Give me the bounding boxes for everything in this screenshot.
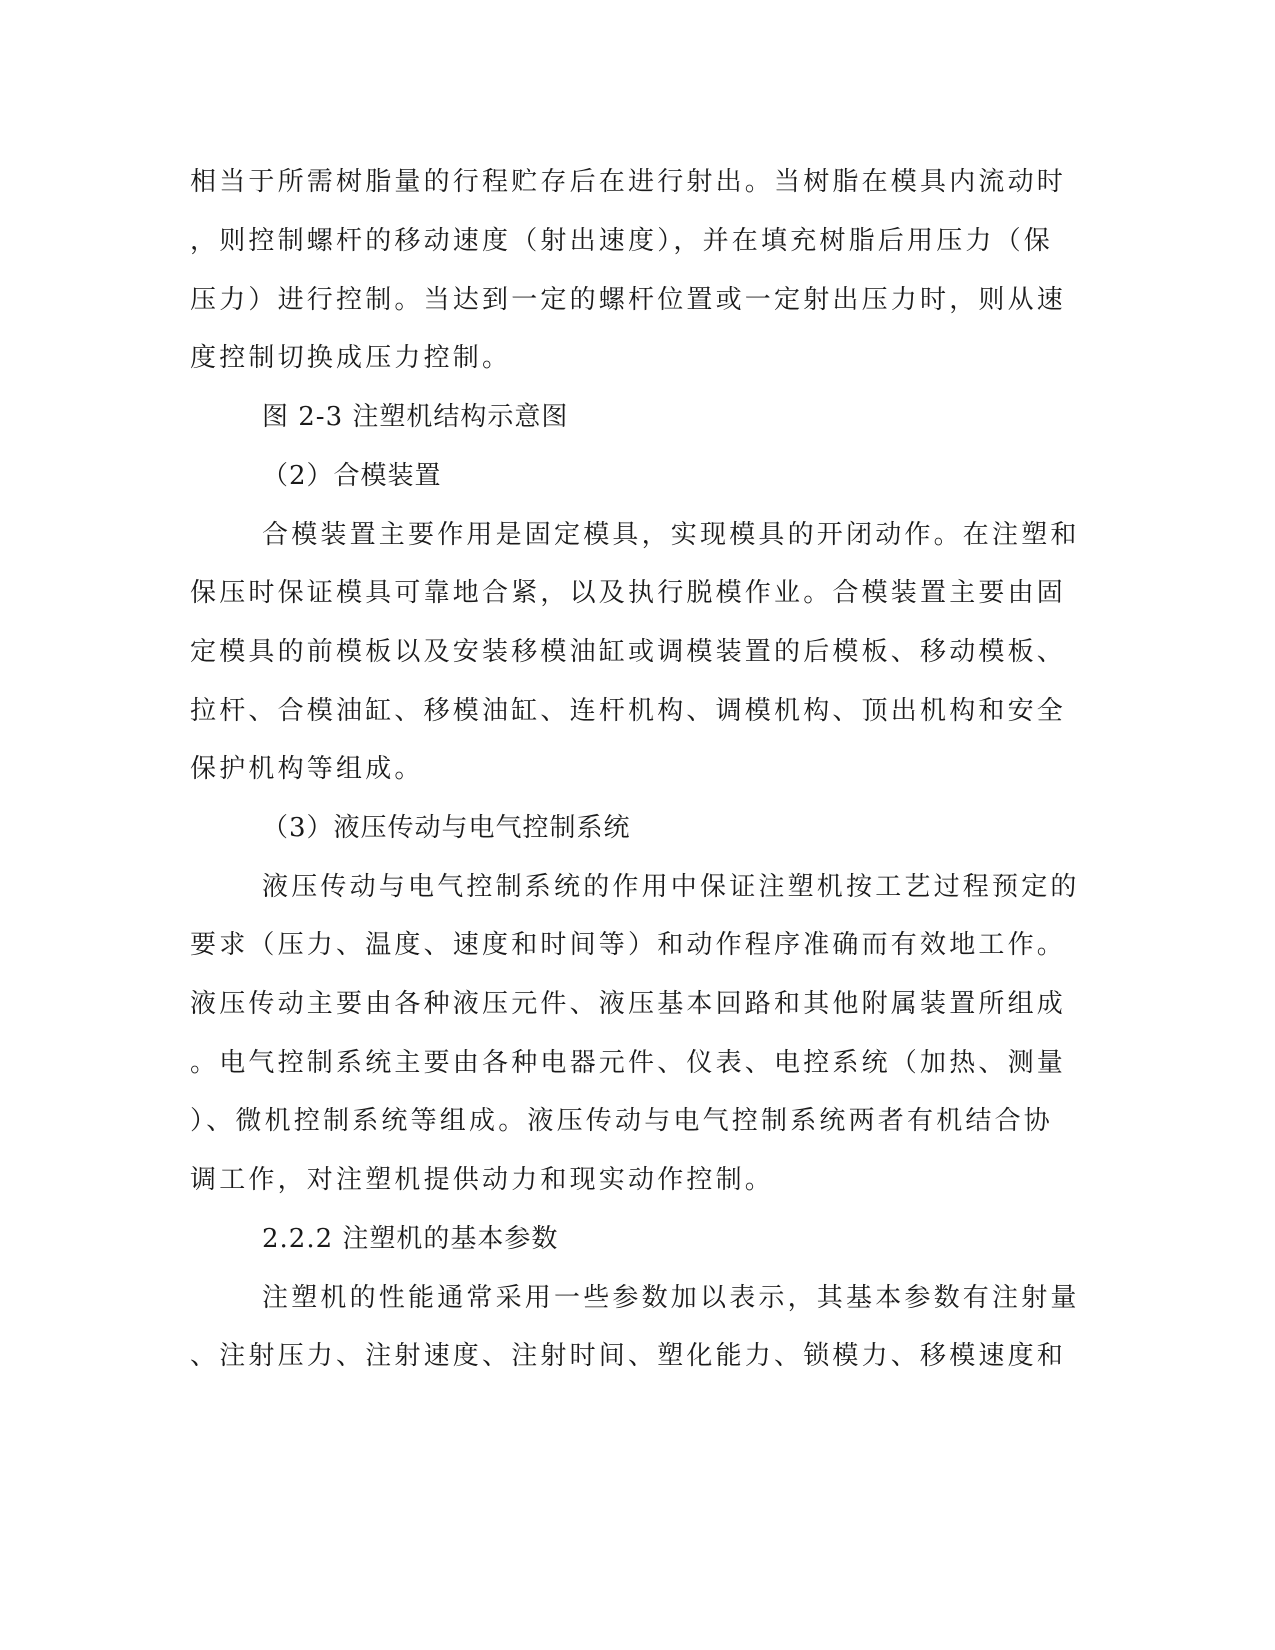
paragraph-line: 保压时保证模具可靠地合紧，以及执行脱模作业。合模装置主要由固	[190, 578, 1067, 608]
paragraph-line: 合模装置主要作用是固定模具，实现模具的开闭动作。在注塑和	[262, 520, 1080, 550]
paragraph-line: 压力）进行控制。当达到一定的螺杆位置或一定射出压力时，则从速	[190, 285, 1067, 315]
paragraph-line: 注塑机的性能通常采用一些参数加以表示，其基本参数有注射量	[262, 1283, 1080, 1313]
paragraph-line: 保护机构等组成。	[190, 754, 424, 784]
section-heading: 2.2.2 注塑机的基本参数	[262, 1224, 559, 1254]
paragraph-line: 度控制切换成压力控制。	[190, 343, 512, 373]
paragraph-line: 相当于所需树脂量的行程贮存后在进行射出。当树脂在模具内流动时	[190, 167, 1067, 197]
paragraph-line: ）、微机控制系统等组成。液压传动与电气控制系统两者有机结合协	[190, 1106, 1054, 1136]
paragraph-line: 液压传动主要由各种液压元件、液压基本回路和其他附属装置所组成	[190, 989, 1067, 1019]
paragraph-line: 、注射压力、注射速度、注射时间、塑化能力、锁模力、移模速度和	[190, 1341, 1067, 1371]
paragraph-line: 调工作，对注塑机提供动力和现实动作控制。	[190, 1165, 775, 1195]
paragraph-line: 。电气控制系统主要由各种电器元件、仪表、电控系统（加热、测量	[190, 1048, 1067, 1078]
section-heading: （2）合模装置	[262, 461, 442, 491]
paragraph-line: 拉杆、合模油缸、移模油缸、连杆机构、调模机构、顶出机构和安全	[190, 696, 1067, 726]
figure-caption: 图 2-3 注塑机结构示意图	[262, 402, 569, 432]
paragraph-line: 要求（压力、温度、速度和时间等）和动作程序准确而有效地工作。	[190, 930, 1067, 960]
paragraph-line: ，则控制螺杆的移动速度（射出速度），并在填充树脂后用压力（保	[190, 226, 1054, 256]
paragraph-line: 定模具的前模板以及安装移模油缸或调模装置的后模板、移动模板、	[190, 637, 1067, 667]
section-heading: （3）液压传动与电气控制系统	[262, 813, 631, 843]
paragraph-line: 液压传动与电气控制系统的作用中保证注塑机按工艺过程预定的	[262, 872, 1080, 902]
